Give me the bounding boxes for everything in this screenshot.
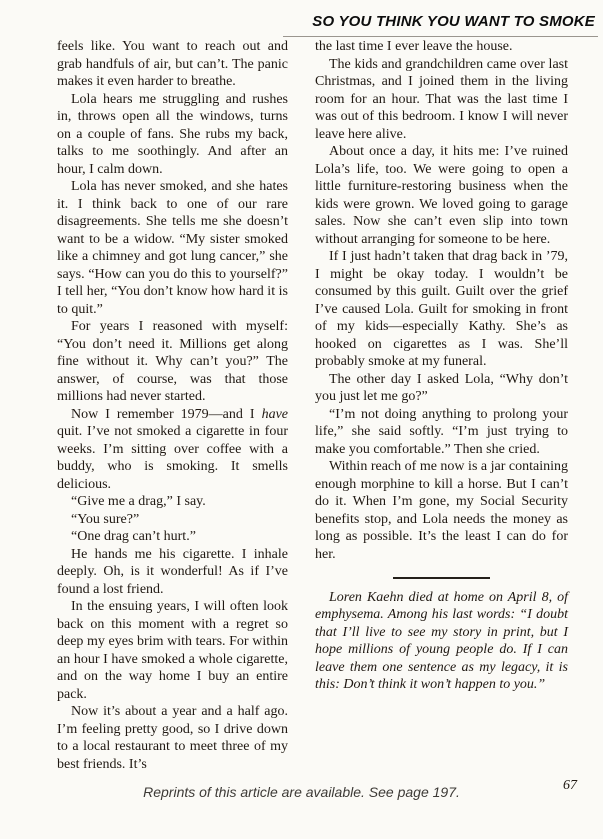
paragraph: [315, 406, 568, 459]
paragraph: [57, 178, 288, 318]
left-column: [57, 38, 288, 773]
body-text: “Give me a drag,” I say.: [71, 494, 206, 509]
endnote-divider: [393, 577, 490, 579]
paragraph: [57, 511, 288, 529]
body-text: Now I remember 1979—and I: [71, 406, 262, 422]
emphasized-text: have: [261, 406, 288, 422]
paragraph: [57, 91, 288, 179]
paragraph: [57, 406, 288, 494]
body-text: “You sure?”: [71, 511, 140, 527]
paragraph: [57, 598, 288, 703]
paragraph: [57, 703, 288, 773]
reprint-note: Reprints of this article are available. See page 197.: [143, 784, 460, 800]
body-text: Now it’s about a year and a half ago. I’m feeling pretty good, so I drive down to a local restaurant to meet three of my best friends. It’s: [57, 704, 288, 772]
body-text: “One drag can’t hurt.”: [71, 529, 196, 544]
paragraph: [315, 248, 568, 371]
right-column: [315, 38, 568, 773]
paragraph: [57, 318, 288, 406]
body-text: For years I reasoned with myself: “You don’t need it. Millions get along fine without it. Why can’t you?” The answer, of course, was that those millions had never started.: [57, 319, 288, 404]
paragraph: [315, 38, 568, 56]
page-number: 67: [563, 778, 577, 793]
body-text: Loren Kaehn died at home on April 8, of emphysema. Among his last words: “I doubt that I’ll live to see my story in print, but I hope millions of young people do. If I can leave them one sentence as my legacy, it is this: Don’t think it won’t happen to you.”: [315, 589, 568, 692]
paragraph: [315, 371, 568, 406]
body-text: The other day I asked Lola, “Why don’t you just let me go?”: [315, 371, 568, 404]
body-text: The kids and grandchildren came over last Christmas, and I joined them in the living room for an hour. That was the last time I was out of this bedroom. I know I will never leave here alive.: [315, 56, 568, 142]
body-text: If I just hadn’t taken that drag back in ’79, I might be okay today. I wouldn’t be consumed by this guilt. Guilt over the grief I’ve caused Lola. Guilt for smoking in front of my kids—especially Kathy. She’s as hooked on cigarettes as I was. She’ll probably smoke at my funeral.: [315, 249, 568, 369]
body-text: the last time I ever leave the house.: [315, 39, 513, 54]
paragraph: [315, 589, 568, 694]
paragraph: [57, 493, 288, 511]
body-text: Lola hears me struggling and rushes in, throws open all the windows, turns on a couple of fans. She rubs my back, talks to me soothingly. And after an hour, I calm down.: [57, 91, 288, 177]
body-text: In the ensuing years, I will often look back on this moment with a regret so deep my eyes brim with tears. For within an hour I have smoked a whole cigarette, and on the way home I buy an entire pack.: [57, 599, 288, 702]
body-text: About once a day, it hits me: I’ve ruined Lola’s life, too. We were going to open a little furniture-restoring business when the kids were grown. We loved going to garage sales. Now she can’t even slip into town without arranging for someone to be here.: [315, 144, 568, 247]
body-text: “I’m not doing anything to prolong your life,” she said softly. “I’m just trying to make you comfortable.” Then she cried.: [315, 406, 568, 457]
running-header-title: SO YOU THINK YOU WANT TO SMOKE: [312, 13, 595, 30]
body-text: He hands me his cigarette. I inhale deeply. Oh, is it wonderful! As if I’ve found a lost friend.: [57, 546, 288, 597]
paragraph: [315, 56, 568, 144]
paragraph: [57, 528, 288, 546]
paragraph: [315, 143, 568, 248]
paragraph: [57, 546, 288, 599]
paragraph: [57, 38, 288, 91]
header-rule: [283, 36, 598, 37]
paragraph: [315, 458, 568, 563]
body-text: quit. I’ve not smoked a cigarette in four weeks. I’m sitting over coffee with a buddy, who is smoking. It smells delicious.: [57, 424, 288, 492]
body-text: feels like. You want to reach out and grab handfuls of air, but can’t. The panic makes it even harder to breathe.: [57, 39, 288, 89]
body-text: Lola has never smoked, and she hates it. I think back to one of our rare disagreements. She tells me she doesn’t want to be a widow. “My sister smoked like a chimney and got lung cancer,” she says. “How can you do this to yourself?” I tell her, “You don’t know how hard it is to quit.”: [57, 179, 288, 317]
article-body: [57, 38, 568, 773]
body-text: Within reach of me now is a jar containing enough morphine to kill a horse. But I can’t do it. When I’m gone, my Social Security benefits stop, and Lola needs the money as long as possible. It’s the least I can do for her.: [315, 459, 568, 562]
